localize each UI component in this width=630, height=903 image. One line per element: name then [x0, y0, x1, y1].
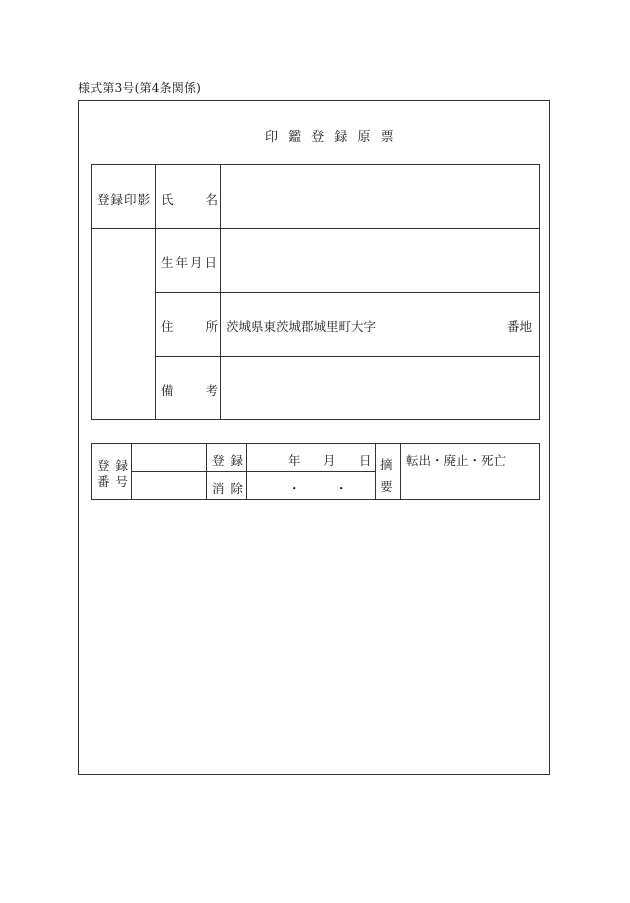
seal-impression-label: 登録印影 [97, 192, 152, 207]
date-month-label: 月 [323, 453, 336, 468]
address-label: 住 所 [161, 319, 218, 334]
registration-number-label-2: 番 号 [97, 474, 128, 489]
summary-label-2: 要 [380, 479, 393, 494]
cancellation-label: 消 除 [212, 481, 243, 496]
lower-col-divider-4 [375, 443, 376, 500]
address-suffix: 番地 [507, 319, 533, 334]
lower-col-divider-3 [246, 443, 247, 500]
registration-number-field-1[interactable] [132, 444, 206, 471]
lower-col-divider-2 [206, 443, 207, 500]
registration-label: 登 録 [212, 453, 243, 468]
upper-col-divider-1 [155, 164, 156, 420]
summary-text: 転出・廃止・死亡 [406, 453, 507, 468]
name-value-field[interactable] [221, 165, 539, 228]
birth-date-label: 生年月日 [161, 255, 220, 270]
registration-number-label-1: 登 録 [97, 458, 128, 473]
cancellation-date-separator-2: ・ [335, 481, 348, 496]
form-number-label: 様式第3号(第4条関係) [78, 81, 202, 95]
summary-label-1: 摘 [380, 457, 393, 472]
remarks-value-field[interactable] [221, 357, 539, 419]
name-label: 氏 名 [161, 192, 218, 207]
lower-col-divider-5 [400, 443, 401, 500]
birth-date-value-field[interactable] [221, 229, 539, 292]
cancellation-date-separator-1: ・ [288, 481, 301, 496]
document-title: 印 鑑 登 録 原 票 [265, 130, 397, 145]
date-day-label: 日 [359, 453, 372, 468]
address-prefix: 茨城県東茨城郡城里町大字 [226, 319, 377, 334]
date-year-label: 年 [288, 453, 301, 468]
registration-number-field-2[interactable] [132, 472, 206, 499]
remarks-label: 備 考 [161, 383, 218, 398]
upper-row-divider-2 [155, 292, 540, 293]
